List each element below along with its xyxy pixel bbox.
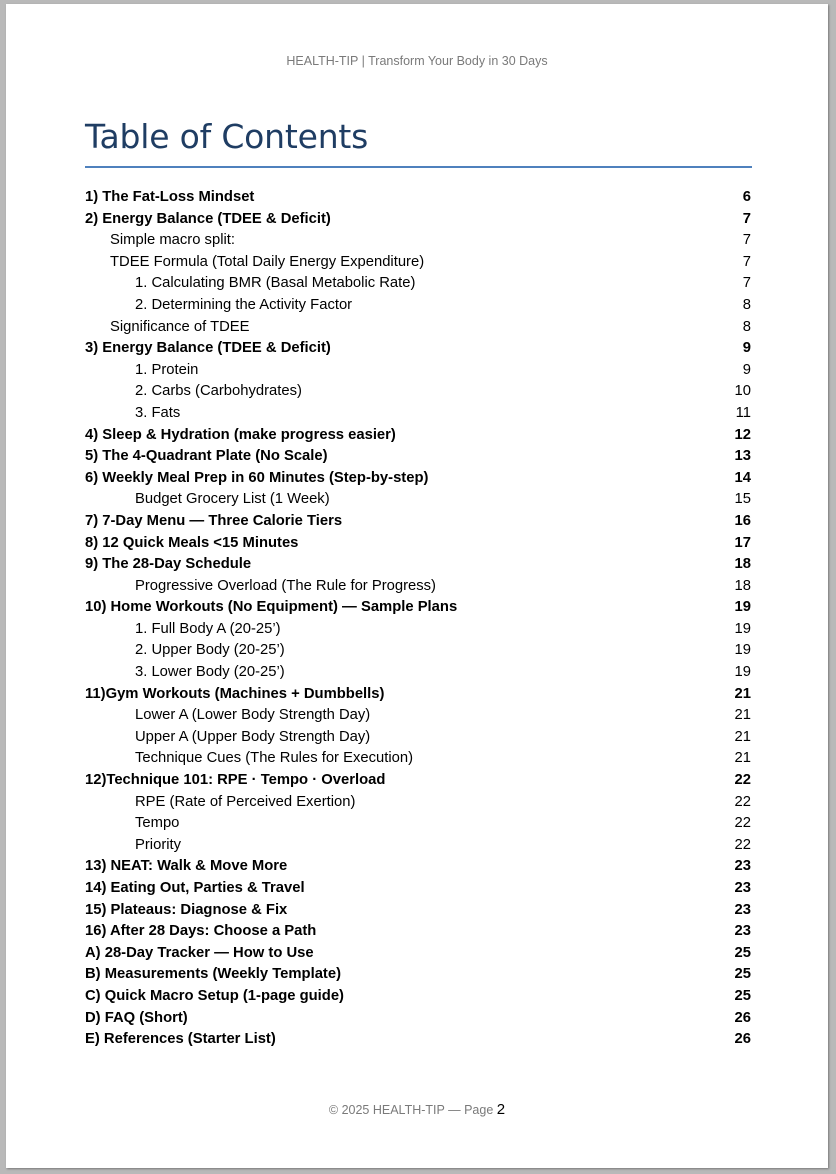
toc-entry[interactable] xyxy=(85,684,751,706)
toc-entry-page: 9 xyxy=(742,340,751,357)
toc-entry-page: 16 xyxy=(734,512,751,529)
toc-entry[interactable] xyxy=(85,511,751,533)
toc-entry-label: 1. Full Body A (20-25’) xyxy=(135,620,281,637)
toc-entry[interactable] xyxy=(85,986,751,1008)
toc-entry-page: 7 xyxy=(742,253,751,270)
toc-entry-label: 7) 7-Day Menu — Three Calorie Tiers xyxy=(85,512,343,529)
footer-text: © 2025 HEALTH-TIP — Page xyxy=(328,1103,497,1117)
toc-entry[interactable] xyxy=(85,533,751,555)
toc-entry[interactable] xyxy=(85,273,751,295)
toc-entry-label: 4) Sleep & Hydration (make progress easier) xyxy=(85,426,396,443)
toc-entry[interactable] xyxy=(85,187,751,209)
toc-entry-page: 25 xyxy=(734,966,751,983)
toc-entry-label: 2. Determining the Activity Factor xyxy=(135,296,353,313)
toc-entry[interactable] xyxy=(85,900,751,922)
toc-entry[interactable] xyxy=(85,748,751,770)
toc-entry-page: 13 xyxy=(734,448,751,465)
toc-entry[interactable] xyxy=(85,209,751,231)
toc-entry-label: 13) NEAT: Walk & Move More xyxy=(85,858,288,875)
toc-entry[interactable] xyxy=(85,770,751,792)
toc-entry[interactable] xyxy=(85,338,751,360)
toc-entry-label: 15) Plateaus: Diagnose & Fix xyxy=(85,901,288,918)
toc-entry-page: 23 xyxy=(734,923,751,940)
toc-entry-label: Lower A (Lower Body Strength Day) xyxy=(135,707,371,724)
toc-entry[interactable] xyxy=(85,554,751,576)
toc-entry-page: 19 xyxy=(734,642,751,659)
toc-entry[interactable] xyxy=(85,727,751,749)
toc-entry-page: 17 xyxy=(734,534,751,551)
toc-entry-page: 23 xyxy=(734,858,751,875)
toc-entry[interactable] xyxy=(85,403,751,425)
toc-entry-label: 10) Home Workouts (No Equipment) — Sample Plans xyxy=(85,599,458,616)
toc-entry-label: 14) Eating Out, Parties & Travel xyxy=(85,880,305,896)
toc-entry[interactable] xyxy=(85,576,751,598)
toc-entry-page: 21 xyxy=(734,707,751,724)
toc-entry[interactable] xyxy=(85,792,751,814)
toc-entry[interactable] xyxy=(85,856,751,878)
toc-entry-label: Tempo xyxy=(135,815,180,832)
toc-entry-label: Technique Cues (The Rules for Execution) xyxy=(135,750,413,767)
toc-entry-label: B) Measurements (Weekly Template) xyxy=(85,966,342,983)
toc-entry-label: Upper A (Upper Body Strength Day) xyxy=(135,728,371,745)
toc-entry-label: RPE (Rate of Perceived Exertion) xyxy=(135,793,356,810)
title-divider xyxy=(85,166,752,168)
toc-entry-page: 22 xyxy=(734,836,751,853)
toc-entry[interactable] xyxy=(85,878,751,900)
toc-entry[interactable] xyxy=(85,252,751,274)
toc-entry-label: Simple macro split: xyxy=(110,232,235,249)
toc-entry-label: 9) The 28-Day Schedule xyxy=(85,556,252,573)
toc-entry-page: 19 xyxy=(734,620,751,637)
toc-entry-label: 1. Protein xyxy=(135,361,199,378)
toc-entry[interactable] xyxy=(85,921,751,943)
toc-entry-page: 10 xyxy=(734,383,751,400)
toc-entry-page: 7 xyxy=(742,232,751,249)
toc-entry-page: 15 xyxy=(734,491,751,508)
toc-entry-page: 18 xyxy=(734,577,751,594)
toc-entry-page: 14 xyxy=(734,469,751,486)
toc-entry[interactable] xyxy=(85,640,751,662)
toc-entry-page: 26 xyxy=(734,1009,751,1026)
toc-entry-page: 21 xyxy=(734,685,751,702)
page-header: HEALTH-TIP | Transform Your Body in 30 Days xyxy=(286,54,548,68)
toc-entry[interactable] xyxy=(85,835,751,857)
toc-entry-page: 26 xyxy=(734,1031,751,1048)
toc-entry[interactable] xyxy=(85,964,751,986)
document-page xyxy=(6,4,828,1168)
toc-entry-label: Priority xyxy=(135,836,182,853)
toc-entry-page: 18 xyxy=(734,556,751,573)
toc-entry[interactable] xyxy=(85,705,751,727)
page-footer xyxy=(6,1101,828,1118)
toc-entry-label: 16) After 28 Days: Choose a Path xyxy=(85,923,317,940)
toc-entry[interactable] xyxy=(85,619,751,641)
toc-entry-label: 6) Weekly Meal Prep in 60 Minutes (Step-by-step) xyxy=(85,469,429,486)
toc-entry-label: Progressive Overload (The Rule for Progress) xyxy=(135,577,436,594)
toc-entry-page: 7 xyxy=(742,275,751,292)
toc-entry-label: 5) The 4-Quadrant Plate (No Scale) xyxy=(85,448,328,465)
toc-entry-label: Significance of TDEE xyxy=(110,318,250,335)
toc-entry[interactable] xyxy=(85,360,751,382)
toc-entry-page: 21 xyxy=(734,750,751,767)
toc-entry-page: 19 xyxy=(734,664,751,681)
toc-entry-label: 2) Energy Balance (TDEE & Deficit) xyxy=(85,210,331,227)
toc-entry[interactable] xyxy=(85,943,751,965)
toc-entry[interactable] xyxy=(85,446,751,468)
toc-entry[interactable] xyxy=(85,295,751,317)
toc-entry-page: 25 xyxy=(734,987,751,1004)
toc-entry-page: 23 xyxy=(734,901,751,918)
toc-entry-label: 8) 12 Quick Meals <15 Minutes xyxy=(85,534,299,551)
toc-entry[interactable] xyxy=(85,230,751,252)
toc-entry-page: 25 xyxy=(734,944,751,961)
toc-entry-label: C) Quick Macro Setup (1-page guide) xyxy=(85,987,344,1004)
toc-entry-page: 22 xyxy=(734,793,751,810)
toc-entry[interactable] xyxy=(85,425,751,447)
toc-entry-page: 11 xyxy=(735,404,751,421)
toc-entry[interactable] xyxy=(85,597,751,619)
toc-entry-page: 22 xyxy=(734,772,751,789)
toc-entry[interactable] xyxy=(85,1029,751,1051)
toc-entry-label: 12)Technique 101: RPE · Tempo · Overload xyxy=(85,772,386,789)
toc-entry[interactable] xyxy=(85,662,751,684)
toc-entry-page: 21 xyxy=(734,728,751,745)
toc-entry-label: D) FAQ (Short) xyxy=(85,1009,188,1026)
toc-entry-page: 8 xyxy=(742,296,751,313)
toc-entry-label: 3) Energy Balance (TDEE & Deficit) xyxy=(85,340,331,357)
toc-entry-label: 3. Lower Body (20-25’) xyxy=(135,664,285,681)
toc-entry-page: 9 xyxy=(742,361,751,378)
toc-entry-page: 23 xyxy=(734,880,751,896)
toc-entry[interactable] xyxy=(85,468,751,490)
page-title: Table of Contents xyxy=(85,117,369,156)
toc-entry[interactable] xyxy=(85,317,751,339)
table-of-contents xyxy=(85,187,751,1051)
toc-entry-label: TDEE Formula (Total Daily Energy Expenditure) xyxy=(110,253,425,270)
toc-entry-page: 6 xyxy=(742,189,751,205)
toc-entry-page: 7 xyxy=(742,210,751,227)
toc-entry-label: 2. Upper Body (20-25’) xyxy=(135,642,285,659)
toc-entry-label: A) 28-Day Tracker — How to Use xyxy=(85,944,314,961)
toc-entry-label: 11)Gym Workouts (Machines + Dumbbells) xyxy=(85,685,385,702)
toc-entry-label: 1. Calculating BMR (Basal Metabolic Rate) xyxy=(135,275,416,292)
toc-entry-page: 22 xyxy=(734,815,751,832)
toc-entry-label: 3. Fats xyxy=(135,404,181,421)
toc-entry-label: Budget Grocery List (1 Week) xyxy=(135,491,330,508)
toc-entry-page: 12 xyxy=(734,426,751,443)
toc-entry-label: 2. Carbs (Carbohydrates) xyxy=(135,383,302,400)
footer-page-number: 2 xyxy=(496,1101,506,1118)
toc-entry-page: 19 xyxy=(734,599,751,616)
toc-entry[interactable] xyxy=(85,489,751,511)
toc-entry[interactable] xyxy=(85,381,751,403)
toc-entry[interactable] xyxy=(85,813,751,835)
toc-entry-label: E) References (Starter List) xyxy=(85,1031,276,1048)
toc-entry-page: 8 xyxy=(742,318,751,335)
toc-entry-label: 1) The Fat-Loss Mindset xyxy=(85,189,255,205)
toc-entry[interactable] xyxy=(85,1008,751,1030)
